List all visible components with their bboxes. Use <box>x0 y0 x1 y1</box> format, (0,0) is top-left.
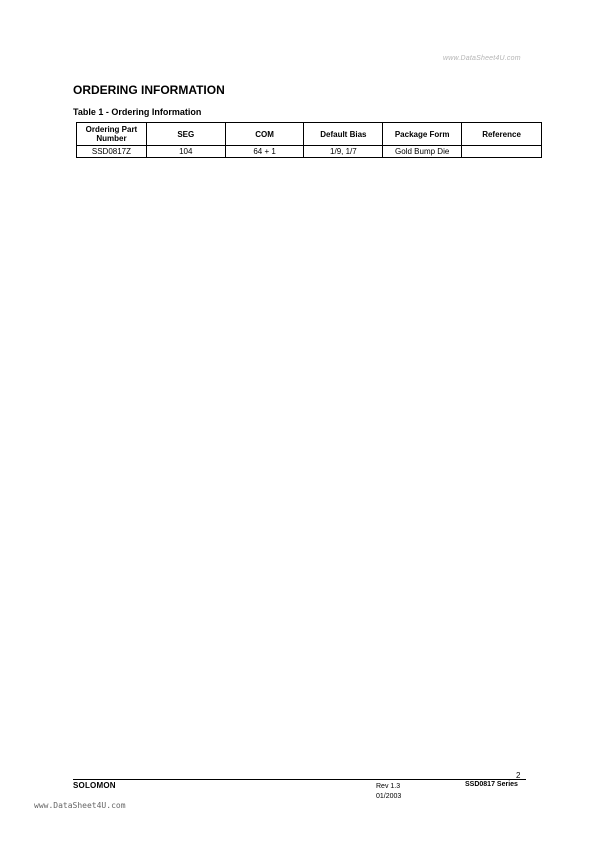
cell-seg: 104 <box>146 146 225 158</box>
table-caption: Table 1 - Ordering Information <box>73 107 202 117</box>
footer-divider <box>73 779 526 780</box>
cell-reference <box>462 146 542 158</box>
revision: Rev 1.3 <box>376 783 401 790</box>
watermark-bottom: www.DataSheet4U.com <box>34 801 126 810</box>
header-reference: Reference <box>462 123 542 146</box>
cell-com: 64 + 1 <box>225 146 304 158</box>
cell-default-bias: 1/9, 1/7 <box>304 146 383 158</box>
ordering-table <box>76 122 542 158</box>
product-series: SSD0817 Series <box>465 781 518 788</box>
header-com: COM <box>225 123 304 146</box>
watermark-top: www.DataSheet4U.com <box>443 55 521 62</box>
header-ordering-part-number: Ordering Part Number <box>77 123 147 146</box>
revision-info <box>376 782 401 802</box>
revision-date: 01/2003 <box>376 793 402 800</box>
table-row <box>77 146 542 158</box>
cell-part-number: SSD0817Z <box>77 146 147 158</box>
header-default-bias: Default Bias <box>304 123 383 146</box>
page-number: 2 <box>516 771 521 780</box>
header-seg: SEG <box>146 123 225 146</box>
header-package-form: Package Form <box>383 123 462 146</box>
table-header-row <box>77 123 542 146</box>
company-name: SOLOMON <box>73 781 116 790</box>
section-title: ORDERING INFORMATION <box>73 83 225 97</box>
cell-package-form: Gold Bump Die <box>383 146 462 158</box>
